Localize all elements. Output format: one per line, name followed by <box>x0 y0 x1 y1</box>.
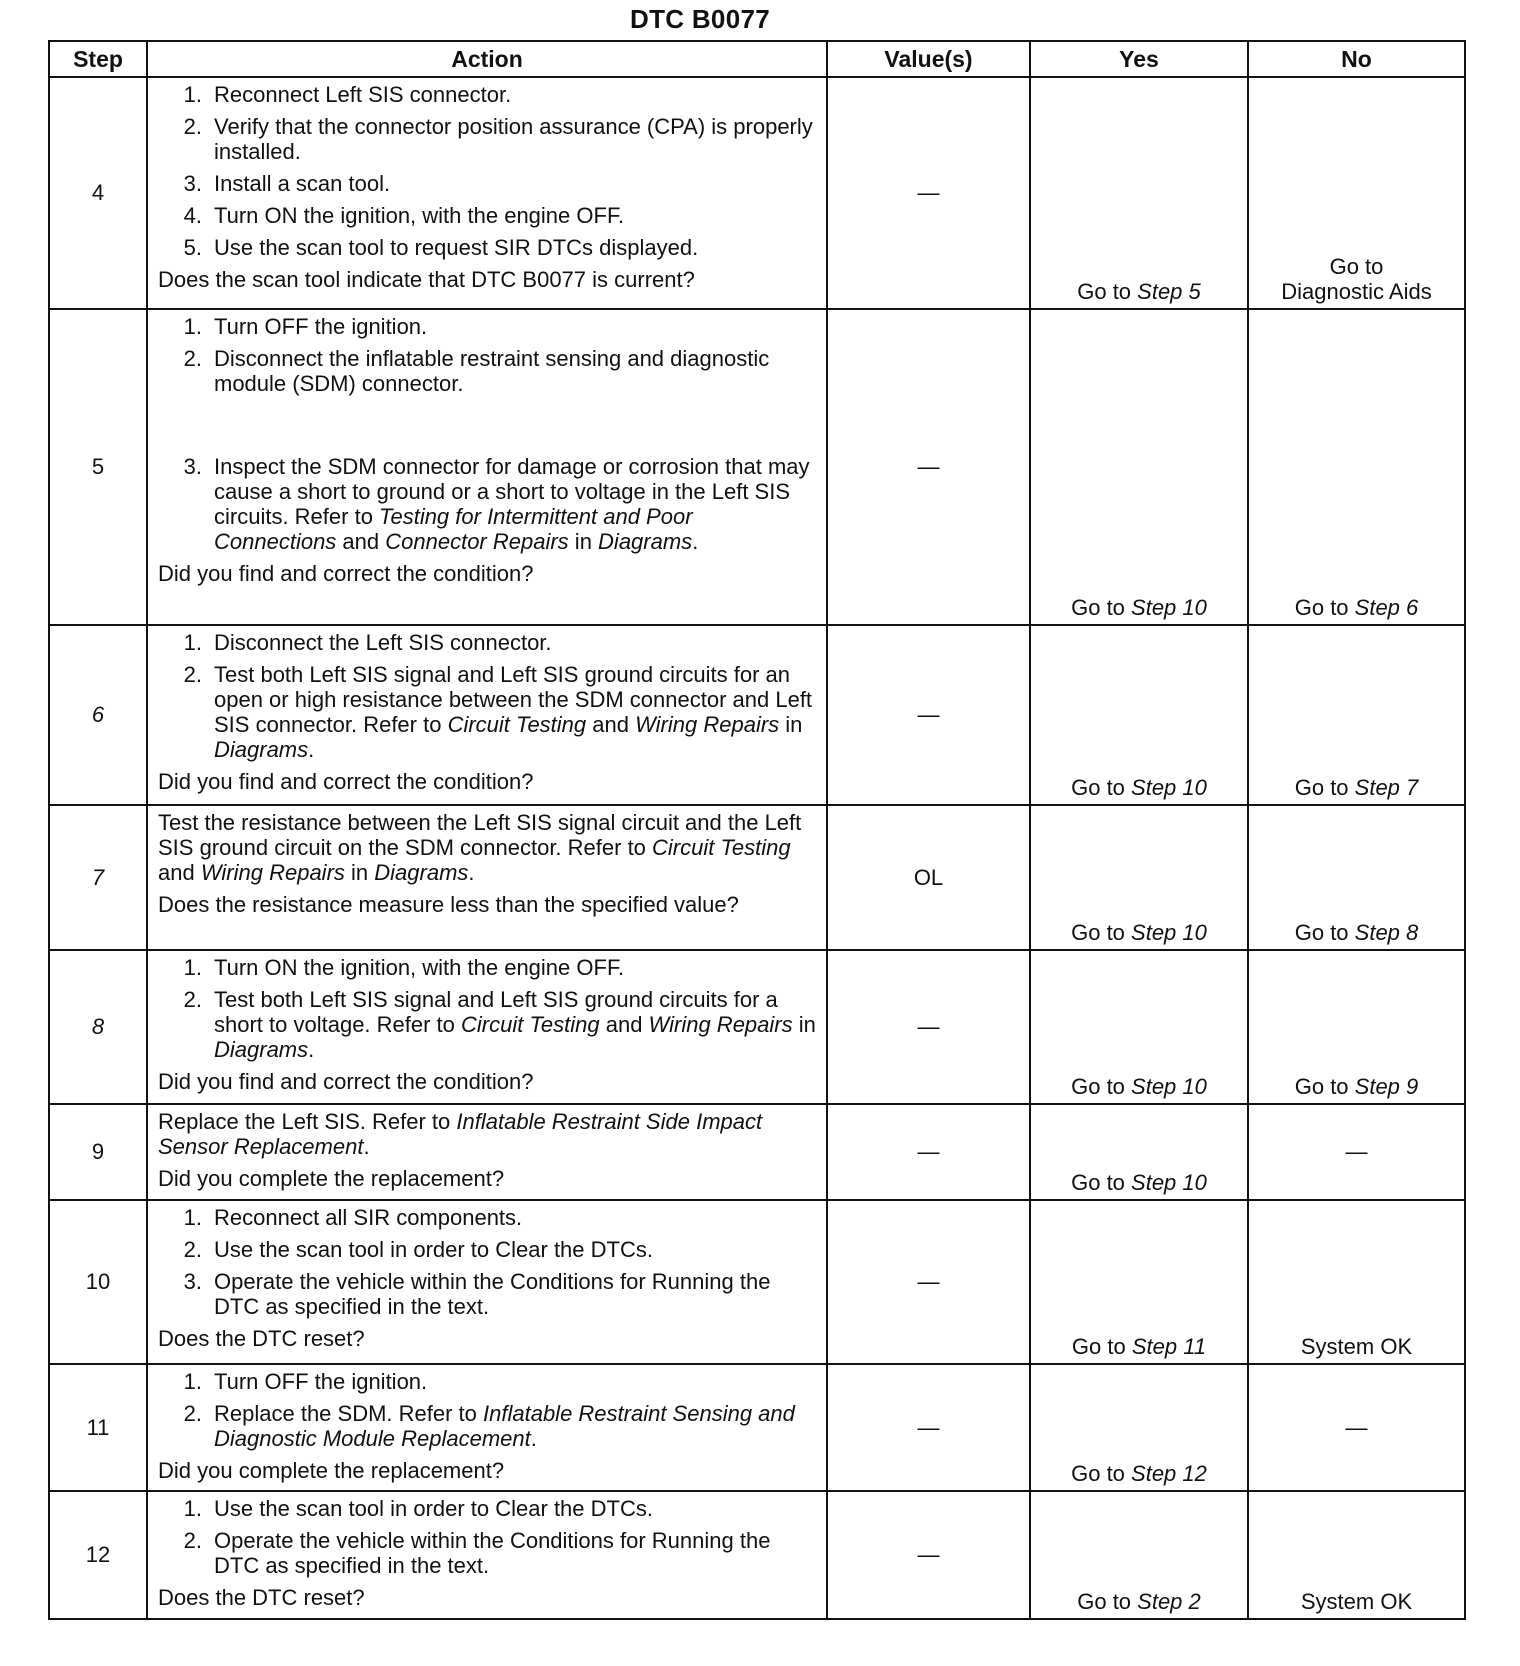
action-question: Does the resistance measure less than the specified value? <box>158 892 739 917</box>
table-row <box>49 625 1465 805</box>
table-row <box>49 1364 1465 1491</box>
value-cell: — <box>827 1200 1030 1364</box>
action-cell <box>147 805 827 950</box>
action-question: Does the DTC reset? <box>158 1585 365 1610</box>
header-values: Value(s) <box>827 41 1030 77</box>
header-action: Action <box>147 41 827 77</box>
action-item: 2. Operate the vehicle within the Conditions for Running the DTC as specified in the text. <box>183 1528 771 1578</box>
no-cell: Go to Diagnostic Aids <box>1248 77 1465 309</box>
step-number: 12 <box>49 1491 147 1619</box>
action-item: 1. Turn OFF the ignition. <box>183 1369 428 1394</box>
action-item: 3. Inspect the SDM connector for damage or corrosion that may cause a short to ground or a short to voltage in the Left SIS circuits. Refer to Testing for Intermittent and Poor Connections and Connector Repairs in Diagrams. <box>183 454 810 554</box>
action-question: Did you complete the replacement? <box>158 1458 505 1483</box>
action-cell <box>147 309 827 625</box>
no-cell: Go to Step 9 <box>1248 950 1465 1104</box>
header-row <box>49 41 1465 77</box>
action-cell <box>147 77 827 309</box>
no-cell: — <box>1248 1104 1465 1200</box>
action-question: Does the scan tool indicate that DTC B0077 is current? <box>158 267 695 292</box>
table-row <box>49 805 1465 950</box>
no-cell: — <box>1248 1364 1465 1491</box>
action-item: 1. Disconnect the Left SIS connector. <box>183 630 552 655</box>
step-number: 11 <box>49 1364 147 1491</box>
action-item: 2. Disconnect the inflatable restraint sensing and diagnostic module (SDM) connector. <box>183 346 770 396</box>
action-text: Replace the Left SIS. Refer to Inflatable Restraint Side Impact Sensor Replacement. <box>158 1109 763 1159</box>
value-cell: — <box>827 625 1030 805</box>
yes-cell: Go to Step 5 <box>1030 77 1248 309</box>
value-cell: — <box>827 1491 1030 1619</box>
no-cell: Go to Step 8 <box>1248 805 1465 950</box>
yes-cell: Go to Step 10 <box>1030 805 1248 950</box>
action-cell <box>147 1104 827 1200</box>
table-row <box>49 1491 1465 1619</box>
action-question: Did you find and correct the condition? <box>158 1069 534 1094</box>
yes-cell: Go to Step 2 <box>1030 1491 1248 1619</box>
action-item: 4. Turn ON the ignition, with the engine OFF. <box>183 203 625 228</box>
value-cell: — <box>827 950 1030 1104</box>
action-item: 5. Use the scan tool to request SIR DTCs displayed. <box>183 235 699 260</box>
action-item: 2. Verify that the connector position assurance (CPA) is properly installed. <box>183 114 813 164</box>
step-number: 7 <box>49 805 147 950</box>
table-row <box>49 950 1465 1104</box>
action-cell <box>147 625 827 805</box>
value-cell: OL <box>827 805 1030 950</box>
no-cell: Go to Step 6 <box>1248 309 1465 625</box>
yes-cell: Go to Step 10 <box>1030 309 1248 625</box>
step-number: 8 <box>49 950 147 1104</box>
yes-cell: Go to Step 11 <box>1030 1200 1248 1364</box>
step-number: 5 <box>49 309 147 625</box>
value-cell: — <box>827 309 1030 625</box>
table-row <box>49 1104 1465 1200</box>
action-item: 2. Test both Left SIS signal and Left SIS ground circuits for a short to voltage. Refer to Circuit Testing and Wiring Repairs in Diagrams. <box>183 987 816 1062</box>
action-item: 1. Reconnect all SIR components. <box>183 1205 523 1230</box>
table-row <box>49 77 1465 309</box>
header-step: Step <box>49 41 147 77</box>
action-question: Did you find and correct the condition? <box>158 561 534 586</box>
action-cell <box>147 1364 827 1491</box>
action-item: 3. Install a scan tool. <box>183 171 391 196</box>
action-question: Did you find and correct the condition? <box>158 769 534 794</box>
action-cell <box>147 1491 827 1619</box>
action-item: 2. Use the scan tool in order to Clear the DTCs. <box>183 1237 653 1262</box>
action-question: Did you complete the replacement? <box>158 1166 505 1191</box>
action-item: 2. Test both Left SIS signal and Left SIS ground circuits for an open or high resistance between the SDM connector and Left SIS connector. Refer to Circuit Testing and Wiring Repairs in Diagrams. <box>183 662 813 762</box>
yes-cell: Go to Step 10 <box>1030 1104 1248 1200</box>
header-no: No <box>1248 41 1465 77</box>
no-cell: System OK <box>1248 1200 1465 1364</box>
value-cell: — <box>827 1104 1030 1200</box>
yes-cell: Go to Step 10 <box>1030 950 1248 1104</box>
table-row <box>49 1200 1465 1364</box>
action-item: 1. Turn ON the ignition, with the engine OFF. <box>183 955 625 980</box>
action-cell <box>147 1200 827 1364</box>
action-item: 1. Use the scan tool in order to Clear the DTCs. <box>183 1496 653 1521</box>
step-number: 6 <box>49 625 147 805</box>
table-title: DTC B0077 <box>630 4 770 34</box>
value-cell: — <box>827 77 1030 309</box>
header-yes: Yes <box>1030 41 1248 77</box>
table-row <box>49 309 1465 625</box>
action-item: 2. Replace the SDM. Refer to Inflatable Restraint Sensing and Diagnostic Module Replacement. <box>183 1401 795 1451</box>
action-question: Does the DTC reset? <box>158 1326 365 1351</box>
yes-cell: Go to Step 12 <box>1030 1364 1248 1491</box>
value-cell: — <box>827 1364 1030 1491</box>
no-cell: System OK <box>1248 1491 1465 1619</box>
step-number: 4 <box>49 77 147 309</box>
step-number: 10 <box>49 1200 147 1364</box>
yes-cell: Go to Step 10 <box>1030 625 1248 805</box>
action-item: 1. Reconnect Left SIS connector. <box>183 82 512 107</box>
no-cell: Go to Step 7 <box>1248 625 1465 805</box>
action-item: 3. Operate the vehicle within the Conditions for Running the DTC as specified in the text. <box>183 1269 771 1319</box>
action-item: 1. Turn OFF the ignition. <box>183 314 428 339</box>
action-cell <box>147 950 827 1104</box>
step-number: 9 <box>49 1104 147 1200</box>
dtc-table <box>48 40 1466 1620</box>
action-text: Test the resistance between the Left SIS signal circuit and the Left SIS ground circuit on the SDM connector. Refer to Circuit Testing and Wiring Repairs in Diagrams. <box>158 810 802 885</box>
